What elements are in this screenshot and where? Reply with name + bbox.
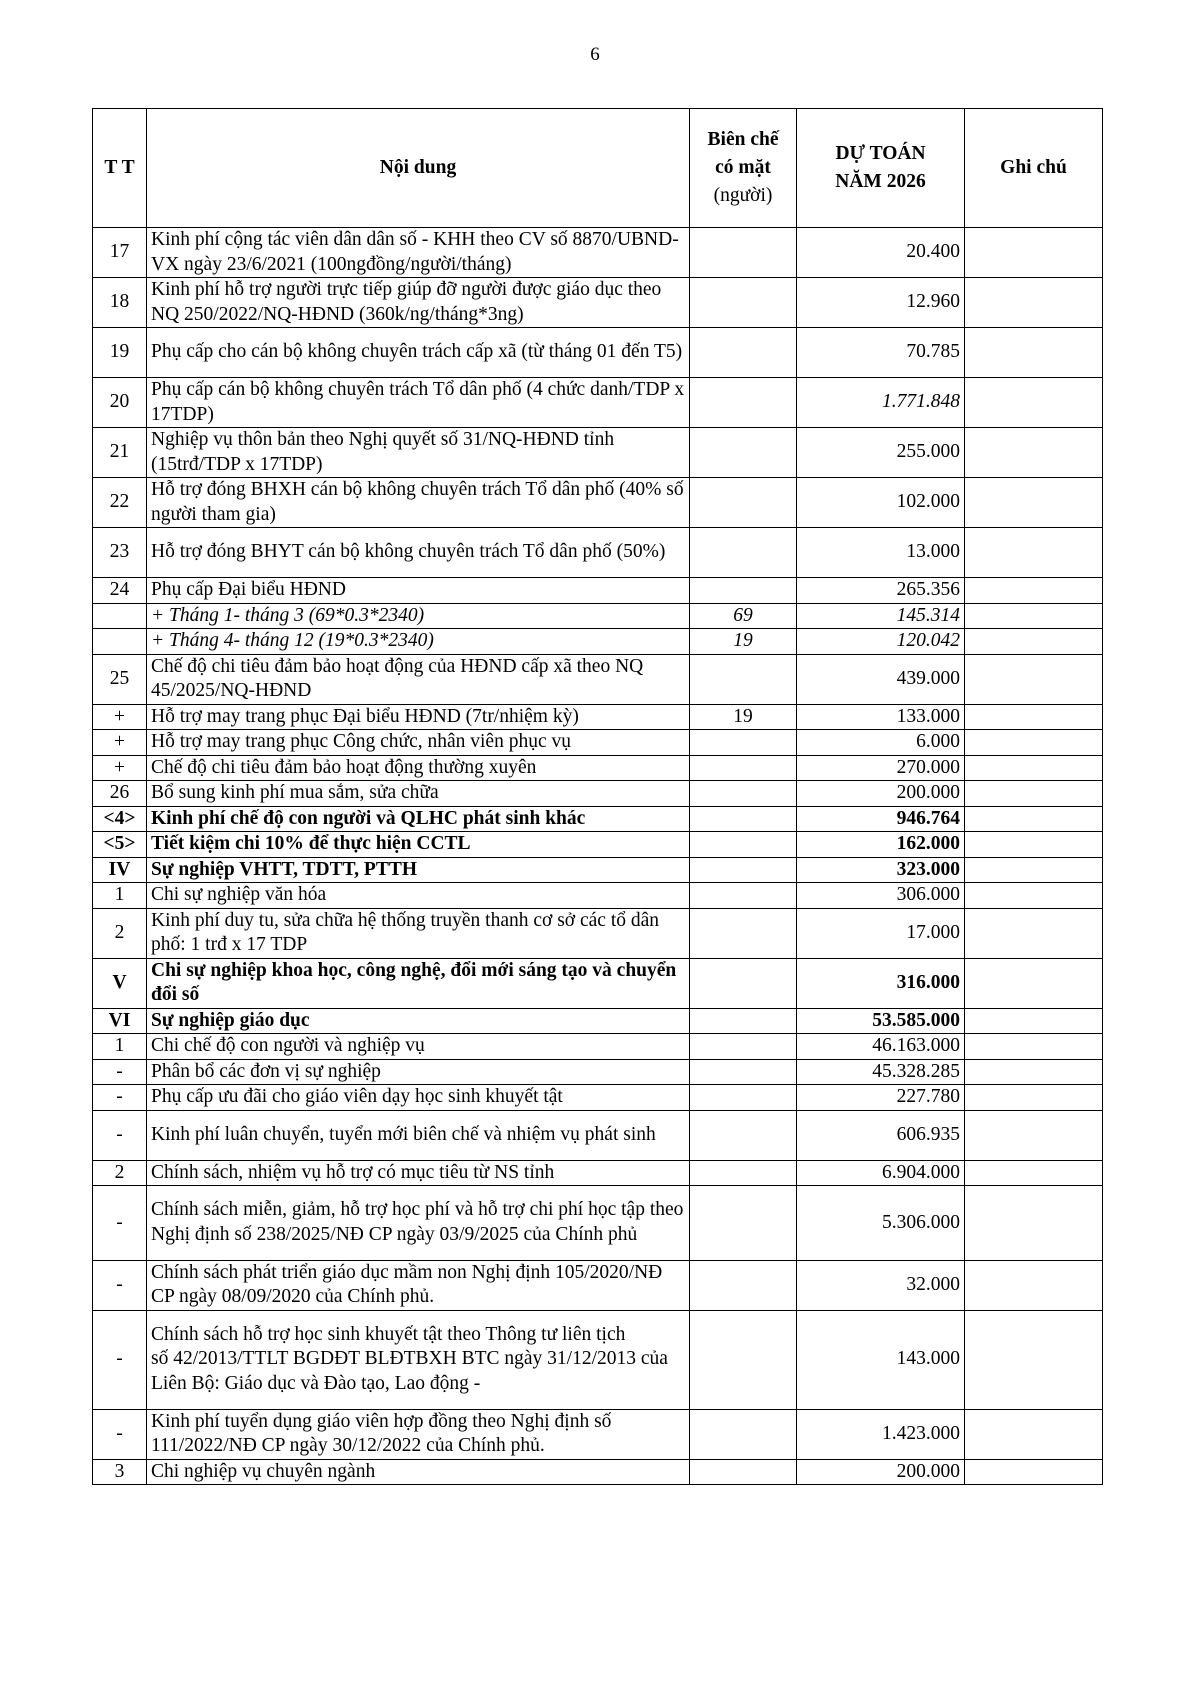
row-content-cell: Kinh phí cộng tác viên dân dân số - KHH theo CV số 8870/UBND-VX ngày 23/6/2021 (100ngđồng/người/tháng): [147, 228, 690, 278]
row-tt-cell: IV: [93, 857, 147, 883]
row-budget-cell: 1.771.848: [797, 378, 965, 428]
row-content-cell: Hỗ trợ may trang phục Công chức, nhân viên phục vụ: [147, 730, 690, 756]
table-row: [93, 378, 1103, 428]
row-note-cell: [965, 1085, 1103, 1111]
row-staff-cell: [690, 478, 797, 528]
row-staff-cell: [690, 1459, 797, 1485]
row-content-cell: Phụ cấp cho cán bộ không chuyên trách cấp xã (từ tháng 01 đến T5): [147, 328, 690, 378]
row-budget-cell: 145.314: [797, 603, 965, 629]
row-staff-cell: [690, 1085, 797, 1111]
row-tt-cell: -: [93, 1110, 147, 1160]
table-row: [93, 478, 1103, 528]
row-tt-cell: 25: [93, 654, 147, 704]
row-staff-cell: [690, 806, 797, 832]
row-staff-cell: [690, 832, 797, 858]
row-tt-cell: [93, 603, 147, 629]
row-staff-cell: [690, 1409, 797, 1459]
row-staff-cell: [690, 1260, 797, 1310]
row-note-cell: [965, 428, 1103, 478]
row-staff-cell: [690, 1186, 797, 1261]
row-note-cell: [965, 857, 1103, 883]
row-tt-cell: -: [93, 1310, 147, 1409]
row-staff-cell: [690, 1310, 797, 1409]
row-note-cell: [965, 378, 1103, 428]
row-content-cell: Sự nghiệp VHTT, TDTT, PTTH: [147, 857, 690, 883]
table-row: [93, 704, 1103, 730]
page-number: 6: [590, 44, 600, 65]
table-row: [93, 1459, 1103, 1485]
table-row: [93, 958, 1103, 1008]
table-row: [93, 1260, 1103, 1310]
row-tt-cell: 1: [93, 1034, 147, 1060]
row-content-cell: Chế độ chi tiêu đảm bảo hoạt động thường xuyên: [147, 755, 690, 781]
row-staff-cell: [690, 730, 797, 756]
row-note-cell: [965, 1186, 1103, 1261]
row-staff-cell: [690, 278, 797, 328]
row-budget-cell: 323.000: [797, 857, 965, 883]
row-content-cell: + Tháng 4- tháng 12 (19*0.3*2340): [147, 629, 690, 655]
table-row: [93, 1186, 1103, 1261]
header-staff-line2: có mặt: [715, 157, 771, 178]
table-row: [93, 1059, 1103, 1085]
row-note-cell: [965, 832, 1103, 858]
row-budget-cell: 46.163.000: [797, 1034, 965, 1060]
header-staff-line3: (người): [713, 185, 773, 206]
row-tt-cell: +: [93, 730, 147, 756]
table-row: [93, 730, 1103, 756]
row-tt-cell: -: [93, 1186, 147, 1261]
row-content-cell: Chi sự nghiệp văn hóa: [147, 883, 690, 909]
row-tt-cell: -: [93, 1059, 147, 1085]
row-budget-cell: 53.585.000: [797, 1008, 965, 1034]
table-row: [93, 1008, 1103, 1034]
row-budget-cell: 306.000: [797, 883, 965, 909]
row-tt-cell: +: [93, 704, 147, 730]
row-note-cell: [965, 704, 1103, 730]
row-content-cell: Kinh phí tuyển dụng giáo viên hợp đồng theo Nghị định số 111/2022/NĐ CP ngày 30/12/2022 của Chính phủ.: [147, 1409, 690, 1459]
row-budget-cell: 265.356: [797, 578, 965, 604]
row-staff-cell: [690, 908, 797, 958]
row-note-cell: [965, 1260, 1103, 1310]
row-budget-cell: 6.000: [797, 730, 965, 756]
table-row: [93, 857, 1103, 883]
row-budget-cell: 162.000: [797, 832, 965, 858]
table-row: [93, 654, 1103, 704]
row-tt-cell: 1: [93, 883, 147, 909]
row-note-cell: [965, 755, 1103, 781]
row-content-cell: Hỗ trợ đóng BHYT cán bộ không chuyên trách Tổ dân phố (50%): [147, 528, 690, 578]
row-content-cell: Phụ cấp cán bộ không chuyên trách Tổ dân phố (4 chức danh/TDP x 17TDP): [147, 378, 690, 428]
row-tt-cell: 18: [93, 278, 147, 328]
row-budget-cell: 227.780: [797, 1085, 965, 1111]
row-tt-cell: <5>: [93, 832, 147, 858]
row-tt-cell: 22: [93, 478, 147, 528]
row-content-cell: + Tháng 1- tháng 3 (69*0.3*2340): [147, 603, 690, 629]
row-staff-cell: [690, 857, 797, 883]
row-content-cell: Chi chế độ con người và nghiệp vụ: [147, 1034, 690, 1060]
row-note-cell: [965, 228, 1103, 278]
row-budget-cell: 12.960: [797, 278, 965, 328]
row-staff-cell: [690, 958, 797, 1008]
row-tt-cell: -: [93, 1260, 147, 1310]
row-tt-cell: 2: [93, 1160, 147, 1186]
table-row: [93, 781, 1103, 807]
row-note-cell: [965, 328, 1103, 378]
row-staff-cell: 19: [690, 629, 797, 655]
row-note-cell: [965, 478, 1103, 528]
row-staff-cell: [690, 228, 797, 278]
row-budget-cell: 439.000: [797, 654, 965, 704]
table-row: [93, 832, 1103, 858]
row-tt-cell: <4>: [93, 806, 147, 832]
row-content-cell: Chế độ chi tiêu đảm bảo hoạt động của HĐND cấp xã theo NQ 45/2025/NQ-HĐND: [147, 654, 690, 704]
row-staff-cell: [690, 1160, 797, 1186]
row-tt-cell: 23: [93, 528, 147, 578]
table-row: [93, 1310, 1103, 1409]
row-staff-cell: [690, 578, 797, 604]
row-budget-cell: 200.000: [797, 1459, 965, 1485]
row-staff-cell: [690, 1110, 797, 1160]
row-staff-cell: [690, 781, 797, 807]
row-content-cell: Sự nghiệp giáo dục: [147, 1008, 690, 1034]
row-staff-cell: [690, 654, 797, 704]
row-tt-cell: -: [93, 1085, 147, 1111]
row-note-cell: [965, 1008, 1103, 1034]
table-row: [93, 908, 1103, 958]
row-budget-cell: 20.400: [797, 228, 965, 278]
table-row: [93, 1160, 1103, 1186]
table-row: [93, 629, 1103, 655]
row-budget-cell: 270.000: [797, 755, 965, 781]
row-budget-cell: 6.904.000: [797, 1160, 965, 1186]
row-note-cell: [965, 528, 1103, 578]
row-tt-cell: 26: [93, 781, 147, 807]
row-staff-cell: [690, 1034, 797, 1060]
row-content-cell: Kinh phí duy tu, sửa chữa hệ thống truyền thanh cơ sở các tổ dân phố: 1 trđ x 17 TDP: [147, 908, 690, 958]
row-budget-cell: 5.306.000: [797, 1186, 965, 1261]
row-staff-cell: [690, 428, 797, 478]
row-content-cell: Kinh phí hỗ trợ người trực tiếp giúp đỡ người được giáo dục theo NQ 250/2022/NQ-HĐND (360k/ng/tháng*3ng): [147, 278, 690, 328]
row-content-cell: Hỗ trợ đóng BHXH cán bộ không chuyên trách Tổ dân phố (40% số người tham gia): [147, 478, 690, 528]
row-budget-cell: 13.000: [797, 528, 965, 578]
row-content-cell: Chi sự nghiệp khoa học, công nghệ, đổi mới sáng tạo và chuyển đổi số: [147, 958, 690, 1008]
row-tt-cell: 3: [93, 1459, 147, 1485]
header-staff-line1: Biên chế: [707, 129, 779, 150]
row-tt-cell: 24: [93, 578, 147, 604]
row-tt-cell: VI: [93, 1008, 147, 1034]
header-budget-line1: DỰ TOÁN: [835, 143, 926, 164]
row-staff-cell: [690, 378, 797, 428]
row-content-cell: Chi nghiệp vụ chuyên ngành: [147, 1459, 690, 1485]
table-row: [93, 1110, 1103, 1160]
row-content-cell: Tiết kiệm chi 10% để thực hiện CCTL: [147, 832, 690, 858]
row-tt-cell: +: [93, 755, 147, 781]
row-note-cell: [965, 730, 1103, 756]
row-budget-cell: 17.000: [797, 908, 965, 958]
row-budget-cell: 45.328.285: [797, 1059, 965, 1085]
header-budget: [797, 109, 965, 228]
row-budget-cell: 70.785: [797, 328, 965, 378]
table-row: [93, 806, 1103, 832]
row-note-cell: [965, 781, 1103, 807]
row-note-cell: [965, 578, 1103, 604]
row-tt-cell: 19: [93, 328, 147, 378]
row-content-cell: Chính sách hỗ trợ học sinh khuyết tật theo Thông tư liên tịch số 42/2013/TTLT BGDĐT BLĐTBXH BTC ngày 31/12/2013 của Liên Bộ: Giáo dục và Đào tạo, Lao động -: [147, 1310, 690, 1409]
row-budget-cell: 120.042: [797, 629, 965, 655]
row-tt-cell: 20: [93, 378, 147, 428]
header-content: Nội dung: [147, 109, 690, 228]
row-note-cell: [965, 1160, 1103, 1186]
budget-table: [92, 108, 1103, 1485]
header-budget-line2: NĂM 2026: [835, 171, 926, 192]
header-note: Ghi chú: [965, 109, 1103, 228]
row-tt-cell: 17: [93, 228, 147, 278]
row-tt-cell: V: [93, 958, 147, 1008]
row-note-cell: [965, 1459, 1103, 1485]
row-staff-cell: [690, 528, 797, 578]
row-note-cell: [965, 603, 1103, 629]
row-content-cell: Kinh phí chế độ con người và QLHC phát sinh khác: [147, 806, 690, 832]
row-content-cell: Bổ sung kinh phí mua sắm, sửa chữa: [147, 781, 690, 807]
row-note-cell: [965, 908, 1103, 958]
table-row: [93, 755, 1103, 781]
row-note-cell: [965, 1059, 1103, 1085]
table-body: [93, 228, 1103, 1485]
header-staff: [690, 109, 797, 228]
table-row: [93, 278, 1103, 328]
row-content-cell: Nghiệp vụ thôn bản theo Nghị quyết số 31/NQ-HĐND tỉnh (15trđ/TDP x 17TDP): [147, 428, 690, 478]
table-row: [93, 578, 1103, 604]
table-row: [93, 528, 1103, 578]
row-note-cell: [965, 654, 1103, 704]
row-budget-cell: 1.423.000: [797, 1409, 965, 1459]
row-note-cell: [965, 629, 1103, 655]
row-budget-cell: 143.000: [797, 1310, 965, 1409]
row-tt-cell: 2: [93, 908, 147, 958]
row-note-cell: [965, 883, 1103, 909]
row-content-cell: Chính sách miễn, giảm, hỗ trợ học phí và hỗ trợ chi phí học tập theo Nghị định số 238/2025/NĐ CP ngày 03/9/2025 của Chính phủ: [147, 1186, 690, 1261]
row-budget-cell: 255.000: [797, 428, 965, 478]
row-budget-cell: 946.764: [797, 806, 965, 832]
table-row: [93, 883, 1103, 909]
row-staff-cell: 19: [690, 704, 797, 730]
row-budget-cell: 316.000: [797, 958, 965, 1008]
row-content-cell: Kinh phí luân chuyển, tuyển mới biên chế và nhiệm vụ phát sinh: [147, 1110, 690, 1160]
row-note-cell: [965, 1034, 1103, 1060]
row-content-cell: Phân bổ các đơn vị sự nghiệp: [147, 1059, 690, 1085]
row-staff-cell: [690, 328, 797, 378]
row-staff-cell: [690, 1059, 797, 1085]
table-row: [93, 428, 1103, 478]
table-row: [93, 1034, 1103, 1060]
row-staff-cell: [690, 755, 797, 781]
row-tt-cell: 21: [93, 428, 147, 478]
row-tt-cell: -: [93, 1409, 147, 1459]
row-budget-cell: 102.000: [797, 478, 965, 528]
table-row: [93, 228, 1103, 278]
row-budget-cell: 606.935: [797, 1110, 965, 1160]
row-content-cell: Chính sách, nhiệm vụ hỗ trợ có mục tiêu từ NS tỉnh: [147, 1160, 690, 1186]
row-content-cell: Hỗ trợ may trang phục Đại biểu HĐND (7tr/nhiệm kỳ): [147, 704, 690, 730]
row-note-cell: [965, 958, 1103, 1008]
row-note-cell: [965, 1310, 1103, 1409]
table-row: [93, 603, 1103, 629]
table-row: [93, 328, 1103, 378]
row-note-cell: [965, 278, 1103, 328]
row-budget-cell: 200.000: [797, 781, 965, 807]
header-tt: T T: [93, 109, 147, 228]
row-note-cell: [965, 1110, 1103, 1160]
row-staff-cell: [690, 883, 797, 909]
row-staff-cell: [690, 1008, 797, 1034]
row-budget-cell: 133.000: [797, 704, 965, 730]
table-row: [93, 1085, 1103, 1111]
row-note-cell: [965, 806, 1103, 832]
row-tt-cell: [93, 629, 147, 655]
table-row: [93, 1409, 1103, 1459]
row-content-cell: Chính sách phát triển giáo dục mầm non Nghị định 105/2020/NĐ CP ngày 08/09/2020 của Chính phủ.: [147, 1260, 690, 1310]
row-content-cell: Phụ cấp ưu đãi cho giáo viên dạy học sinh khuyết tật: [147, 1085, 690, 1111]
row-budget-cell: 32.000: [797, 1260, 965, 1310]
row-staff-cell: 69: [690, 603, 797, 629]
row-note-cell: [965, 1409, 1103, 1459]
table-header-row: [93, 109, 1103, 228]
row-content-cell: Phụ cấp Đại biểu HĐND: [147, 578, 690, 604]
